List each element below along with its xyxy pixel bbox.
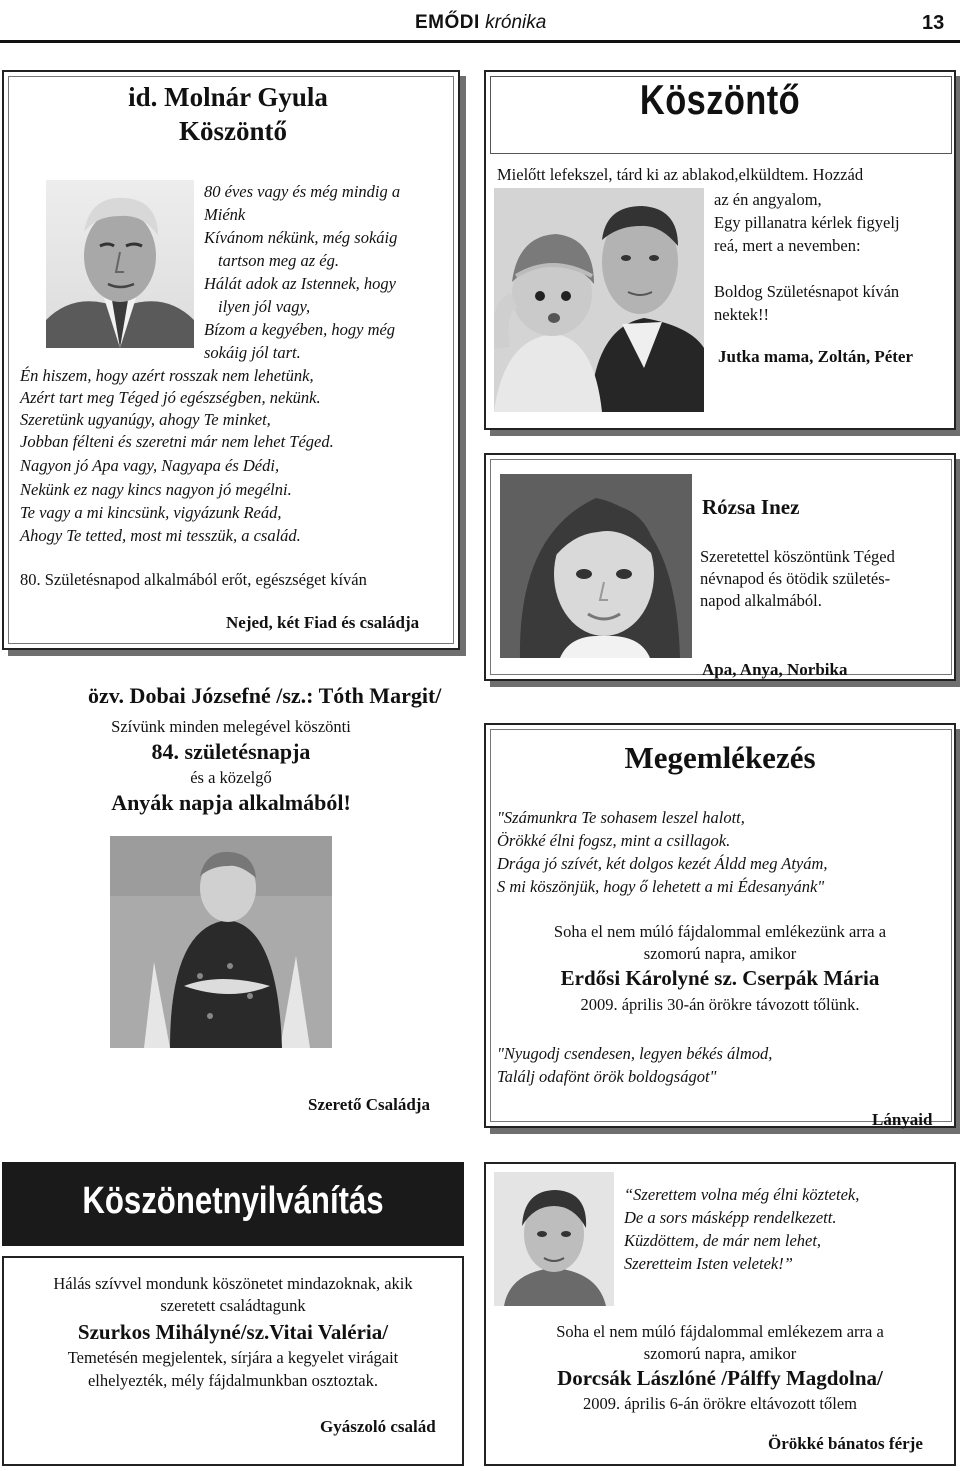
poem-line: sokáig jól tart. xyxy=(204,343,301,362)
koszonet-text1-2: szeretett családtagunk xyxy=(160,1296,306,1315)
father-and-baby-photo-icon xyxy=(494,188,704,412)
poem-line: Azért tart meg Téged jó egészségben, nekünk. xyxy=(20,388,321,407)
poem-line: Nagyon jó Apa vagy, Nagyapa és Dédi, xyxy=(20,456,280,475)
molnar-portrait-photo xyxy=(46,180,194,348)
koszonto-line: reá, mert a nevemben: xyxy=(714,236,861,255)
poem-line: Miénk xyxy=(204,205,246,224)
inez-name: Rózsa Inez xyxy=(702,495,800,519)
dobai-line2: és a közelgő xyxy=(190,768,272,787)
molnar-wish: 80. Születésnapod alkalmából erőt, egészséget kíván xyxy=(20,570,367,589)
elderly-woman-sitting-photo-icon xyxy=(110,836,332,1048)
koszonto-wish-line: Boldog Születésnapot kíván xyxy=(714,282,900,301)
dorcsak-quote-line: De a sors másképp rendelkezett. xyxy=(624,1208,837,1227)
inez-text-line: névnapod és ötödik születés- xyxy=(700,569,891,588)
family-photo xyxy=(494,188,704,412)
poem-line: Ahogy Te tetted, most mi tesszük, a család. xyxy=(20,526,301,545)
poem-line: Hálát adok az Istennek, hogy xyxy=(204,274,396,293)
dorcsak-intro-1: Soha el nem múló fájdalommal emlékezem arra a xyxy=(556,1322,884,1341)
inez-text-line: Szeretettel köszöntünk Téged xyxy=(700,547,895,566)
koszonet-title: Köszönetnyilvánítás xyxy=(82,1180,384,1222)
quote2-line: "Nyugodj csendesen, legyen békés álmod, xyxy=(497,1044,773,1063)
dorcsak-quote-line: “Szerettem volna még élni köztetek, xyxy=(624,1185,860,1204)
molnar-title: Köszöntő xyxy=(179,116,287,146)
molnar-name: id. Molnár Gyula xyxy=(128,82,328,112)
quote-line: "Számunkra Te sohasem leszel halott, xyxy=(497,808,745,827)
elderly-man-portrait-icon xyxy=(46,180,194,348)
dorcsak-quote-line: Küzdöttem, de már nem lehet, xyxy=(624,1231,822,1250)
poem-line: ilyen jól vagy, xyxy=(218,297,311,316)
brand-name: EMŐDI xyxy=(415,12,480,33)
publication-title xyxy=(415,12,546,34)
koszonet-text2-2: elhelyezték, mély fájdalmunkban osztoztak. xyxy=(87,1371,378,1390)
megemlekezes-intro-1: Soha el nem múló fájdalommal emlékezünk arra a xyxy=(553,922,887,941)
poem-line: tartson meg az ég. xyxy=(218,251,339,270)
koszonto-signature: Jutka mama, Zoltán, Péter xyxy=(718,347,914,366)
megemlekezes-intro-2: szomorú napra, amikor xyxy=(643,944,797,963)
inez-portrait-photo xyxy=(500,474,692,658)
quote-line: Örökké élni fogsz, mint a csillagok. xyxy=(497,831,731,850)
dobai-portrait-photo xyxy=(110,836,332,1048)
poem-line: 80 éves vagy és még mindig a xyxy=(204,182,401,201)
woman-portrait-icon xyxy=(494,1172,614,1306)
megemlekezes-title: Megemlékezés xyxy=(624,740,816,775)
header-rule xyxy=(0,40,960,43)
koszonto-line: az én angyalom, xyxy=(714,190,822,209)
poem-line: Nekünk ez nagy kincs nagyon jó megélni. xyxy=(20,480,292,499)
megemlekezes-date: 2009. április 30-án örökre távozott tőlünk. xyxy=(580,995,860,1014)
dorcsak-quote-line: Szeretteim Isten veletek!” xyxy=(624,1254,793,1273)
girl-portrait-icon xyxy=(500,474,692,658)
dobai-signature: Szerető Családja xyxy=(308,1095,430,1114)
koszonto-wish-line: nektek!! xyxy=(714,305,769,324)
koszonet-signature: Gyászoló család xyxy=(320,1417,436,1436)
koszonto-line1: Mielőtt lefekszel, tárd ki az ablakod,elküldtem. Hozzád xyxy=(497,165,864,184)
megemlekezes-name: Erdősi Károlyné sz. Cserpák Mária xyxy=(560,966,880,990)
dobai-age: 84. születésnapja xyxy=(151,739,311,764)
poem-line: Szeretünk ugyanúgy, ahogy Te minket, xyxy=(20,410,271,429)
inez-text-line: napod alkalmából. xyxy=(700,591,822,610)
dorcsak-name: Dorcsák Lászlóné /Pálffy Magdolna/ xyxy=(557,1366,883,1390)
poem-line: Te vagy a mi kincsünk, vigyázunk Reád, xyxy=(20,503,282,522)
quote2-line: Találj odafönt örök boldogságot" xyxy=(497,1067,717,1086)
brand-subtitle: krónika xyxy=(485,12,547,33)
dorcsak-intro-2: szomorú napra, amikor xyxy=(643,1344,797,1363)
poem-line: Jobban félteni és szeretni már nem lehet Téged. xyxy=(20,432,334,451)
inez-signature: Apa, Anya, Norbika xyxy=(702,660,848,679)
koszonet-text1-1: Hálás szívvel mondunk köszönetet mindazoknak, akik xyxy=(53,1274,413,1293)
dorcsak-signature: Örökké bánatos férje xyxy=(768,1434,923,1453)
page-header xyxy=(0,0,960,44)
dobai-line1: Szívünk minden melegével köszönti xyxy=(111,717,351,736)
molnar-signature: Nejed, két Fiad és családja xyxy=(226,613,420,632)
dorcsak-date: 2009. április 6-án örökre eltávozott tőlem xyxy=(582,1394,857,1413)
poem-line: Én hiszem, hogy azért rosszak nem lehetünk, xyxy=(20,366,314,385)
koszonet-name: Szurkos Mihályné/sz.Vitai Valéria/ xyxy=(77,1320,389,1344)
megemlekezes-signature: Lányaid xyxy=(872,1110,933,1129)
quote-line: S mi köszönjük, hogy ő lehetett a mi Édesanyánk" xyxy=(497,877,825,896)
quote-line: Drága jó szívét, két dolgos kezét Áldd meg Atyám, xyxy=(497,854,828,873)
page-number: 13 xyxy=(922,12,945,34)
koszonto-title: Köszöntő xyxy=(639,76,801,123)
koszonto-line: Egy pillanatra kérlek figyelj xyxy=(714,213,900,232)
dorcsak-portrait-photo xyxy=(494,1172,614,1306)
dobai-name: özv. Dobai Józsefné /sz.: Tóth Margit/ xyxy=(88,683,442,708)
dobai-occasion: Anyák napja alkalmából! xyxy=(111,790,351,815)
koszonet-text2-1: Temetésén megjelentek, sírjára a kegyelet virágait xyxy=(67,1348,399,1367)
poem-line: Bízom a kegyében, hogy még xyxy=(204,320,396,339)
poem-line: Kívánom nékünk, még sokáig xyxy=(204,228,398,247)
